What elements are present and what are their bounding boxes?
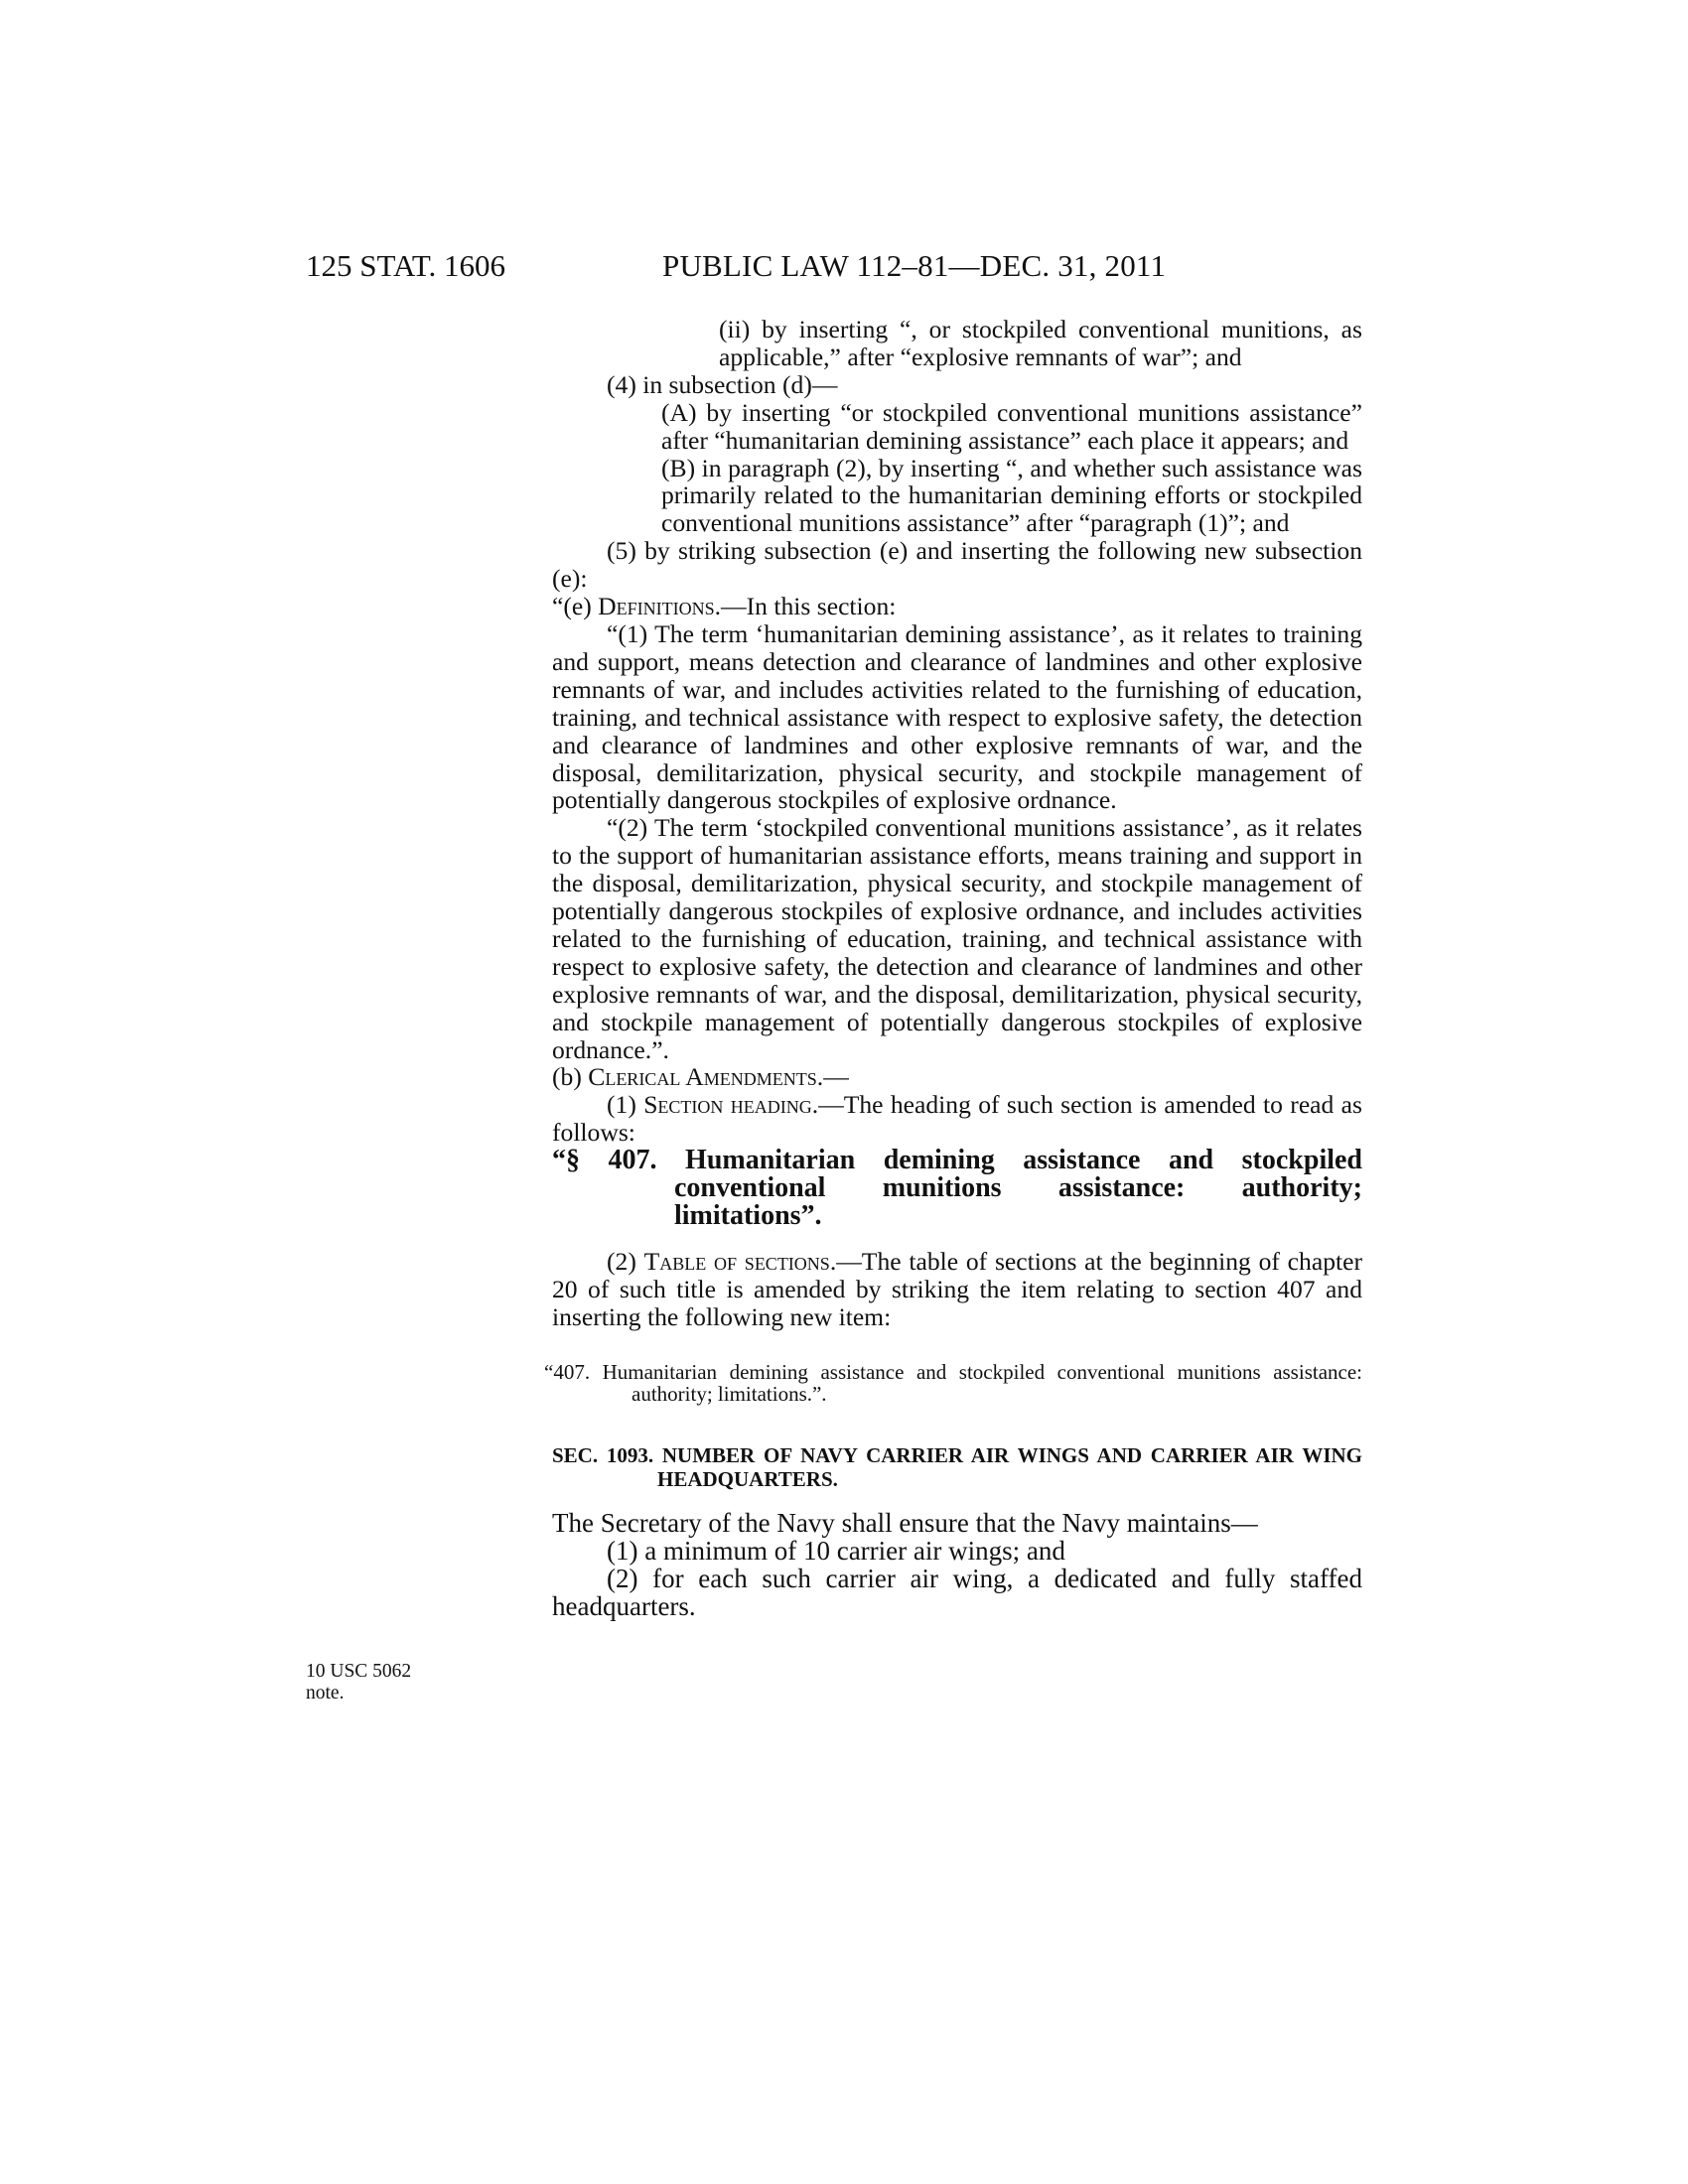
clerical-lead: (b) — [552, 1062, 589, 1092]
section-heading-amendment — [552, 1091, 1362, 1147]
section-407-heading: “§ 407. Humanitarian demining assistance and stockpiled conventional munitions assistance: authority; limitations”. — [552, 1145, 1362, 1232]
table-rest: .—The table of sections at the beginning of chapter 20 of such title is amended by striking the item relating to section 407 and inserting the following new item: — [552, 1247, 1362, 1331]
margin-note-usc: 10 USC 5062 note. — [306, 1661, 412, 1704]
section-heading-rest: .—The heading of such section is amended to read as follows: — [552, 1090, 1362, 1148]
paragraph-A: (A) by inserting “or stockpiled conventional munitions assistance” after “humanitarian demining assistance” each place it appears; and — [661, 397, 1362, 455]
clerical-rest: .— — [816, 1062, 849, 1092]
section-1093-title: SEC. 1093. NUMBER OF NAVY CARRIER AIR WINGS AND CARRIER AIR WING HEADQUARTERS. — [552, 1442, 1362, 1491]
clerical-amendments-heading — [552, 1063, 1362, 1091]
table-lead: (2) — [607, 1247, 644, 1277]
public-law-title: PUBLIC LAW 112–81—DEC. 31, 2011 — [662, 248, 1167, 283]
table-of-sections-amendment — [552, 1248, 1362, 1331]
section-1093-intro: The Secretary of the Navy shall ensure that the Navy maintains— — [552, 1507, 1258, 1538]
definitions-rest: .—In this section: — [714, 592, 897, 621]
paragraph-4: (4) in subsection (d)— — [607, 369, 838, 399]
paragraph-5: (5) by striking subsection (e) and inserting the following new subsection (e): — [552, 536, 1362, 594]
section-heading-lead: (1) — [607, 1090, 644, 1120]
section-1093-item-2: (2) for each such carrier air wing, a dedicated and fully staffed headquarters. — [552, 1563, 1362, 1621]
section-1093-item-1: (1) a minimum of 10 carrier air wings; and — [607, 1535, 1065, 1566]
definitions-lead: “(e) — [552, 592, 599, 621]
definition-1: “(1) The term ‘humanitarian demining assistance’, as it relates to training and support, means detection and clearance of landmines and other explosive remnants of war, and includes activities related to the furnishing of education, training, and technical assistance with respect to explosive safety, the detection and clearance of landmines and other explosive remnants of war, and the disposal, demilitarization, physical security, and stockpile management of potentially dangerous stockpiles of explosive ordnance. — [552, 618, 1362, 815]
definitions-caps: Definitions — [598, 592, 715, 621]
paragraph-ii: (ii) by inserting “, or stockpiled conventional munitions, as applicable,” after “explosive remnants of war”; and — [719, 315, 1362, 371]
definitions-heading — [552, 593, 1362, 620]
table-of-sections-item: “407. Humanitarian demining assistance and stockpiled conventional munitions assistance: authority; limitations.”. — [544, 1359, 1362, 1407]
page-header — [0, 248, 1688, 288]
paragraph-B: (B) in paragraph (2), by inserting “, and whether such assistance was primarily related to the humanitarian demining efforts or stockpiled conventional munitions assistance” after “paragraph (1)”; and — [661, 453, 1362, 538]
statute-page-reference: 125 STAT. 1606 — [306, 248, 506, 283]
statute-body — [544, 315, 1362, 1621]
definition-2: “(2) The term ‘stockpiled conventional munitions assistance’, as it relates to the support of humanitarian assistance efforts, means training and support in the disposal, demilitarization, physical security, and stockpile management of potentially dangerous stockpiles of explosive ordnance, and includes activities related to the furnishing of education, training, and technical assistance with respect to explosive safety, the detection and clearance of landmines and other explosive remnants of war, and the disposal, demilitarization, physical security, and stockpile management of potentially dangerous stockpiles of explosive ordnance.”. — [552, 813, 1362, 1064]
clerical-caps: Clerical Amendments — [588, 1062, 817, 1092]
section-heading-caps: Section heading — [643, 1090, 812, 1120]
table-caps: Table of sections — [643, 1247, 830, 1277]
